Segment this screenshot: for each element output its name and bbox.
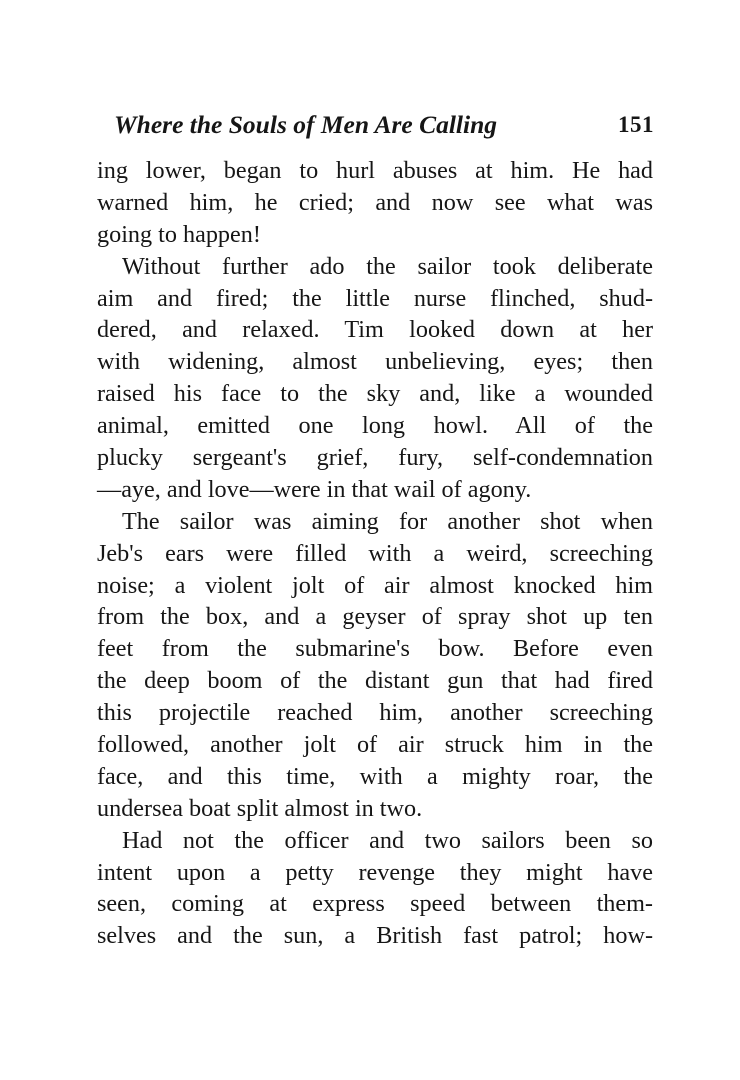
text-line: intent upon a petty revenge they might have [97,858,653,886]
text-line: selves and the sun, a British fast patrol; how- [97,922,653,950]
text-line: noise; a violent jolt of air almost knocked him [97,571,653,599]
body-text [97,155,653,952]
text-line: face, and this time, with a mighty roar, the [97,762,653,790]
text-line: followed, another jolt of air struck him in the [97,731,653,759]
paragraph [97,155,653,251]
text-line: Had not the officer and two sailors been so [122,826,653,854]
text-line: Jeb's ears were filled with a weird, screeching [97,539,653,567]
text-line: ing lower, began to hurl abuses at him. He had [97,157,653,184]
text-line: —aye, and love—were in that wail of agony. [97,475,532,503]
running-head [114,107,654,143]
text-line: undersea boat split almost in two. [97,794,423,822]
text-line: animal, emitted one long howl. All of the [97,412,653,440]
paragraph [97,506,653,825]
running-title: Where the Souls of Men Are Calling [114,110,498,139]
text-line: Without further ado the sailor took deliberate [122,252,653,280]
text-line: feet from the submarine's bow. Before even [97,635,653,663]
text-line: seen, coming at express speed between them- [97,890,653,918]
paragraph [97,825,653,953]
text-line: the deep boom of the distant gun that had fired [97,667,653,695]
text-line: from the box, and a geyser of spray shot up ten [97,603,653,631]
text-line: with widening, almost unbelieving, eyes; then [97,348,653,376]
paragraph [97,251,653,506]
text-line: warned him, he cried; and now see what was [97,188,653,216]
page-number: 151 [618,112,654,137]
text-line: this projectile reached him, another screeching [97,699,653,727]
text-line: raised his face to the sky and, like a wounded [97,380,653,408]
text-line: dered, and relaxed. Tim looked down at her [97,316,653,344]
text-line: aim and fired; the little nurse flinched, shud- [97,284,653,312]
text-line: plucky sergeant's grief, fury, self-condemnation [97,444,653,472]
text-line: going to happen! [97,220,261,248]
text-line: The sailor was aiming for another shot when [122,507,653,535]
